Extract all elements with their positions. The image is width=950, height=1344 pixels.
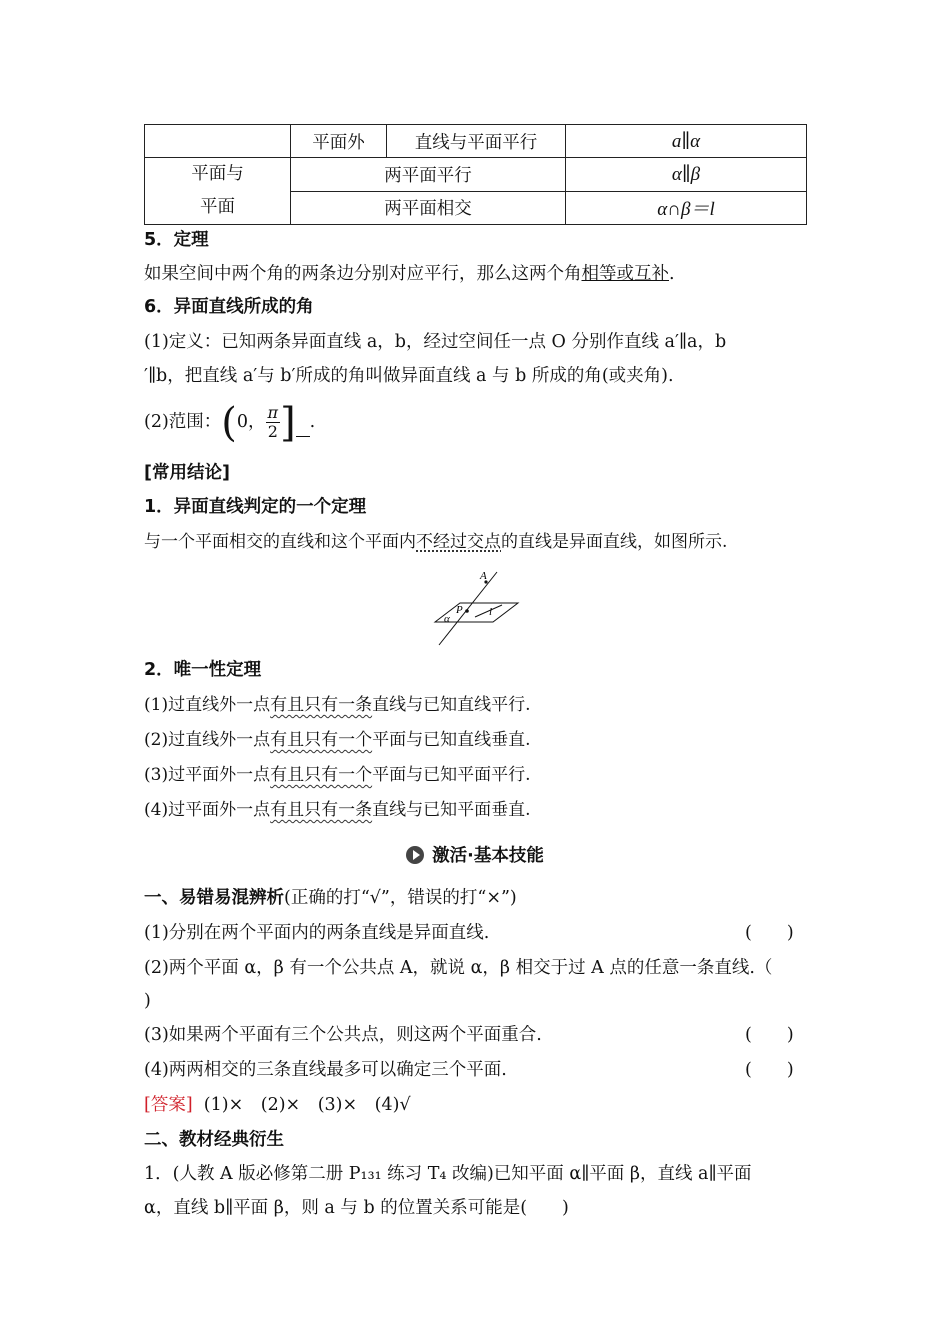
table-cell: α∩β＝l (566, 191, 807, 225)
part-1-heading (144, 886, 517, 910)
table-cell: 两平面平行 (291, 158, 566, 192)
range-line (144, 399, 316, 446)
table-cell: 直线与平面平行 (387, 125, 566, 158)
table-row (145, 125, 807, 158)
text: . (669, 264, 675, 284)
uniqueness-2 (144, 728, 531, 752)
text: (2)过直线外一点 (144, 730, 271, 750)
label-l: l (489, 606, 493, 618)
wavy-emphasis: 有且只有一个 (270, 730, 373, 750)
skew-lines-figure (430, 565, 525, 650)
answer-text: (1)× (2)× (3)× (4)√ (203, 1095, 411, 1115)
left-paren-icon: ( (221, 399, 237, 446)
section-header-label: 激活·基本技能 (432, 846, 544, 866)
table-cell-line: 平面与 (191, 164, 244, 184)
question-4: (4)两两相交的三条直线最多可以确定三个平面. (144, 1060, 507, 1080)
part-1-title: 一、易错易混辨析 (144, 888, 284, 908)
wavy-emphasis: 有且只有一条 (270, 800, 373, 820)
table-cell (145, 125, 291, 158)
table-cell: α∥β (566, 158, 807, 192)
table-cell (145, 158, 291, 225)
text: . (309, 412, 316, 432)
heading-common-2: 2．唯一性定理 (144, 660, 262, 680)
wavy-emphasis: 有且只有一条 (270, 695, 373, 715)
part-2-title: 二、教材经典衍生 (144, 1130, 284, 1150)
definition-line-1: (1)定义：已知两条异面直线 a，b，经过空间任一点 O 分别作直线 a′∥a，b (144, 332, 727, 352)
blank-line (296, 436, 310, 437)
heading-6: 6．异面直线所成的角 (144, 297, 314, 317)
label-P: P (456, 604, 463, 616)
heading-5: 5．定理 (144, 230, 209, 250)
text: (4)过平面外一点 (144, 800, 271, 820)
text: (1)过直线外一点 (144, 695, 271, 715)
text: (2)范围： (144, 412, 222, 432)
paragraph-theorem (144, 262, 675, 286)
text: 直线与已知平面垂直. (372, 800, 531, 820)
uniqueness-4 (144, 798, 531, 822)
text: 直线与已知直线平行. (372, 695, 531, 715)
text: (3)过平面外一点 (144, 765, 271, 785)
label-alpha: α (444, 613, 450, 625)
table-cell: 两平面相交 (291, 191, 566, 225)
underlined-answer: 相等或互补 (581, 264, 669, 284)
exercise-1-line-2: α，直线 b∥平面 β，则 a 与 b 的位置关系可能是( ) (144, 1198, 569, 1218)
paragraph-skew-theorem (144, 530, 727, 554)
table-row (145, 158, 807, 192)
text: 平面与已知直线垂直. (372, 730, 531, 750)
question-1: (1)分别在两个平面内的两条直线是异面直线. (144, 923, 490, 943)
fraction-denominator: 2 (267, 422, 278, 441)
definition-line-2: ′∥b，把直线 a′与 b′所成的角叫做异面直线 a 与 b 所成的角(或夹角). (144, 366, 674, 386)
text: 平面与已知平面平行. (372, 765, 531, 785)
question-2-line-2: ) (144, 991, 151, 1011)
text: 如果空间中两个角的两条边分别对应平行，那么这两个角 (144, 264, 582, 284)
exercise-1-line-1: 1．(人教 A 版必修第二册 P₁₃₁ 练习 T₄ 改编)已知平面 α∥平面 β，直线 a∥平面 (144, 1164, 752, 1184)
answer-paren: ( ) (745, 923, 794, 943)
question-2-line-1: (2)两个平面 α，β 有一个公共点 A，就说 α，β 相交于过 A 点的任意一条直线.（ (144, 958, 773, 978)
answer-line (144, 1093, 411, 1117)
table-cell: 平面外 (291, 125, 387, 158)
section-header-basic-skills (0, 842, 950, 867)
answer-label: [答案] (144, 1095, 193, 1115)
uniqueness-3 (144, 763, 531, 787)
fraction-numerator: π (267, 403, 279, 422)
text: 的直线是异面直线，如图所示. (501, 532, 728, 552)
question-3: (3)如果两个平面有三个公共点，则这两个平面重合. (144, 1025, 542, 1045)
common-conclusions-title: [常用结论] (144, 463, 230, 483)
answer-paren: ( ) (745, 1025, 794, 1045)
text: 0， (236, 412, 266, 432)
table-cell: a∥α (566, 125, 807, 158)
dotted-emphasis: 不经过交点 (416, 532, 501, 552)
play-icon (406, 846, 424, 864)
relation-table (144, 124, 807, 225)
wavy-emphasis: 有且只有一个 (270, 765, 373, 785)
uniqueness-1 (144, 693, 531, 717)
point-P (465, 609, 469, 613)
heading-common-1: 1．异面直线判定的一个定理 (144, 497, 367, 517)
label-A: A (480, 570, 487, 582)
right-bracket-icon: ] (280, 399, 296, 446)
table-cell-line: 平面 (200, 197, 235, 217)
part-1-note: (正确的打“√”，错误的打“×”) (284, 888, 517, 908)
answer-paren: ( ) (745, 1060, 794, 1080)
fraction (266, 404, 281, 441)
text: 与一个平面相交的直线和这个平面内 (144, 532, 416, 552)
